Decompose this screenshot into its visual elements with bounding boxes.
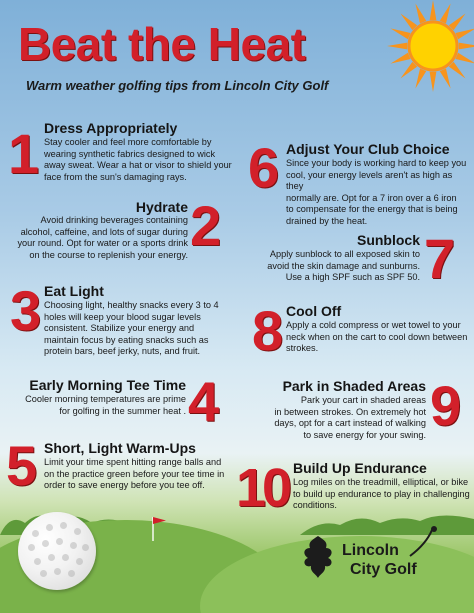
ball-dimple xyxy=(56,538,63,545)
ball-dimple xyxy=(32,530,39,537)
tip-number: 9 xyxy=(430,374,462,437)
tip-body: Log miles on the treadmill, elliptical, or bike to build up endurance to play in challenging conditions. xyxy=(293,477,470,511)
sun-ray xyxy=(456,28,474,39)
ball-dimple xyxy=(48,554,55,561)
tip-number: 2 xyxy=(190,194,222,257)
tip-title: Cool Off xyxy=(286,303,342,319)
ball-dimple xyxy=(40,570,47,577)
ball-dimple xyxy=(34,558,41,565)
tip-title: Short, Light Warm-Ups xyxy=(44,440,196,456)
sun-icon xyxy=(383,0,474,96)
ball-dimple xyxy=(54,568,61,575)
tip-title: Hydrate xyxy=(135,199,188,215)
sun-ray xyxy=(391,28,411,39)
logo-line-1: Lincoln xyxy=(342,542,399,559)
ball-dimple xyxy=(82,544,89,551)
tip-number: 3 xyxy=(10,279,42,342)
tip-number: 1 xyxy=(8,122,40,185)
sun-ray xyxy=(449,62,466,79)
sun-ray xyxy=(430,72,437,92)
ball-dimple xyxy=(74,528,81,535)
golf-swoosh-icon xyxy=(406,524,446,558)
sun-ray xyxy=(430,0,437,20)
tip-title: Sunblock xyxy=(356,232,420,248)
sun-ray xyxy=(415,4,426,24)
sun-ray xyxy=(440,4,451,24)
flag-icon xyxy=(150,516,170,542)
tip-title: Build Up Endurance xyxy=(293,460,427,476)
sun-ray xyxy=(387,43,407,50)
tip-number: 10 xyxy=(236,458,289,518)
ball-dimple xyxy=(60,522,67,529)
tip-title: Dress Appropriately xyxy=(44,120,178,136)
tip-title: Early Morning Tee Time xyxy=(29,377,186,393)
tip-body: Apply sunblock to all exposed skin to avoid the skin damage and sunburns. Use a high SPF such as SPF 50. xyxy=(267,249,420,283)
sun-ray xyxy=(400,13,417,30)
tip-number: 5 xyxy=(6,434,38,497)
tip-body: Since your body is working hard to keep you cool, your energy levels aren't as high as they normally are. Opt for a 7 iron over a 6 iron to compensate for the energy that is being drained by the heat. xyxy=(286,158,467,226)
sun-ray xyxy=(400,62,417,79)
ball-dimple xyxy=(70,542,77,549)
golf-ball-image xyxy=(18,512,96,590)
sun-ray xyxy=(459,43,474,50)
ball-dimple xyxy=(46,524,53,531)
tip-body: Avoid drinking beverages containing alcohol, caffeine, and lots of sugar during your round. Opt for water or a sports drink on the course to replenish your energy. xyxy=(17,215,188,260)
tip-number: 8 xyxy=(252,299,284,362)
sun-ray xyxy=(449,13,466,30)
tip-title: Adjust Your Club Choice xyxy=(286,141,450,157)
tip-title: Eat Light xyxy=(44,283,104,299)
tip-body: Park your cart in shaded areas in between strokes. On extremely hot days, opt for a cart instead of walking to save energy for your swing. xyxy=(274,395,426,440)
tip-body: Apply a cold compress or wet towel to your neck when on the cart to cool down between strokes. xyxy=(286,320,468,354)
logo-line-2: City Golf xyxy=(350,561,417,578)
ball-dimple xyxy=(28,544,35,551)
sun-ray xyxy=(415,69,426,89)
ball-dimple xyxy=(68,570,75,577)
tip-body: Cooler morning temperatures are prime for golfing in the summer heat . xyxy=(25,394,186,416)
sun-ray xyxy=(440,69,451,89)
page-subtitle: Warm weather golfing tips from Lincoln City Golf xyxy=(26,78,329,93)
ball-dimple xyxy=(76,558,83,565)
tip-number: 7 xyxy=(424,227,456,290)
tip-body: Limit your time spent hitting range balls and on the practice green before your tee time in order to save energy before you tee off. xyxy=(44,457,225,491)
tip-body: Choosing light, healthy snacks every 3 to 4 holes will keep your blood sugar levels consistent. Stabilize your energy and maintain focus by eating snacks such as protein bars, beef jerky, nuts, and fruit. xyxy=(44,300,219,357)
ball-dimple xyxy=(62,554,69,561)
tip-number: 6 xyxy=(248,136,280,199)
tip-title: Park in Shaded Areas xyxy=(282,378,426,394)
tip-body: Stay cooler and feel more comfortable by wearing synthetic fabrics designed to wick away sweat. Wear a hat or visor to shield your face from the sun's damaging rays. xyxy=(44,137,232,182)
page-title: Beat the Heat xyxy=(18,18,306,70)
ball-dimple xyxy=(42,540,49,547)
lincoln-city-golf-logo xyxy=(298,528,448,590)
sun-ray xyxy=(391,53,411,64)
oak-leaf-icon xyxy=(298,534,338,580)
tip-number: 4 xyxy=(188,370,220,433)
sun-ray xyxy=(456,53,474,64)
